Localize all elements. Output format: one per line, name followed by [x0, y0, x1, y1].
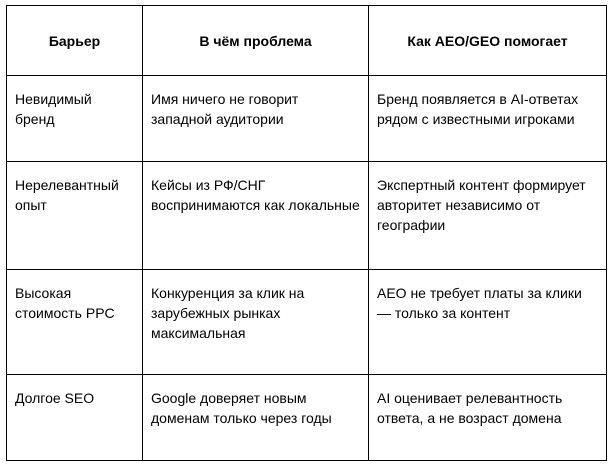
comparison-table-wrapper	[6, 5, 607, 461]
cell-solution: Экспертный контент формирует авторитет независимо от географии	[369, 162, 607, 270]
table-row	[7, 162, 607, 270]
cell-solution: Бренд появляется в AI-ответах рядом с известными игроками	[369, 76, 607, 162]
header-solution: Как AEO/GEO помогает	[369, 6, 607, 76]
cell-barrier: Высокая стоимость PPC	[7, 270, 143, 375]
header-problem: В чём проблема	[143, 6, 369, 76]
table-row	[7, 76, 607, 162]
header-barrier: Барьер	[7, 6, 143, 76]
table-row	[7, 375, 607, 461]
cell-solution: AI оценивает релевантность ответа, а не возраст домена	[369, 375, 607, 461]
cell-problem: Имя ничего не говорит западной аудитории	[143, 76, 369, 162]
cell-barrier: Нерелевантный опыт	[7, 162, 143, 270]
cell-barrier: Невидимый бренд	[7, 76, 143, 162]
table-row	[7, 270, 607, 375]
comparison-table	[6, 5, 607, 461]
cell-solution: AEO не требует платы за клики — только за контент	[369, 270, 607, 375]
cell-barrier: Долгое SEO	[7, 375, 143, 461]
cell-problem: Кейсы из РФ/СНГ воспринимаются как локальные	[143, 162, 369, 270]
table-header-row	[7, 6, 607, 76]
cell-problem: Конкуренция за клик на зарубежных рынках максимальная	[143, 270, 369, 375]
cell-problem: Google доверяет новым доменам только через годы	[143, 375, 369, 461]
